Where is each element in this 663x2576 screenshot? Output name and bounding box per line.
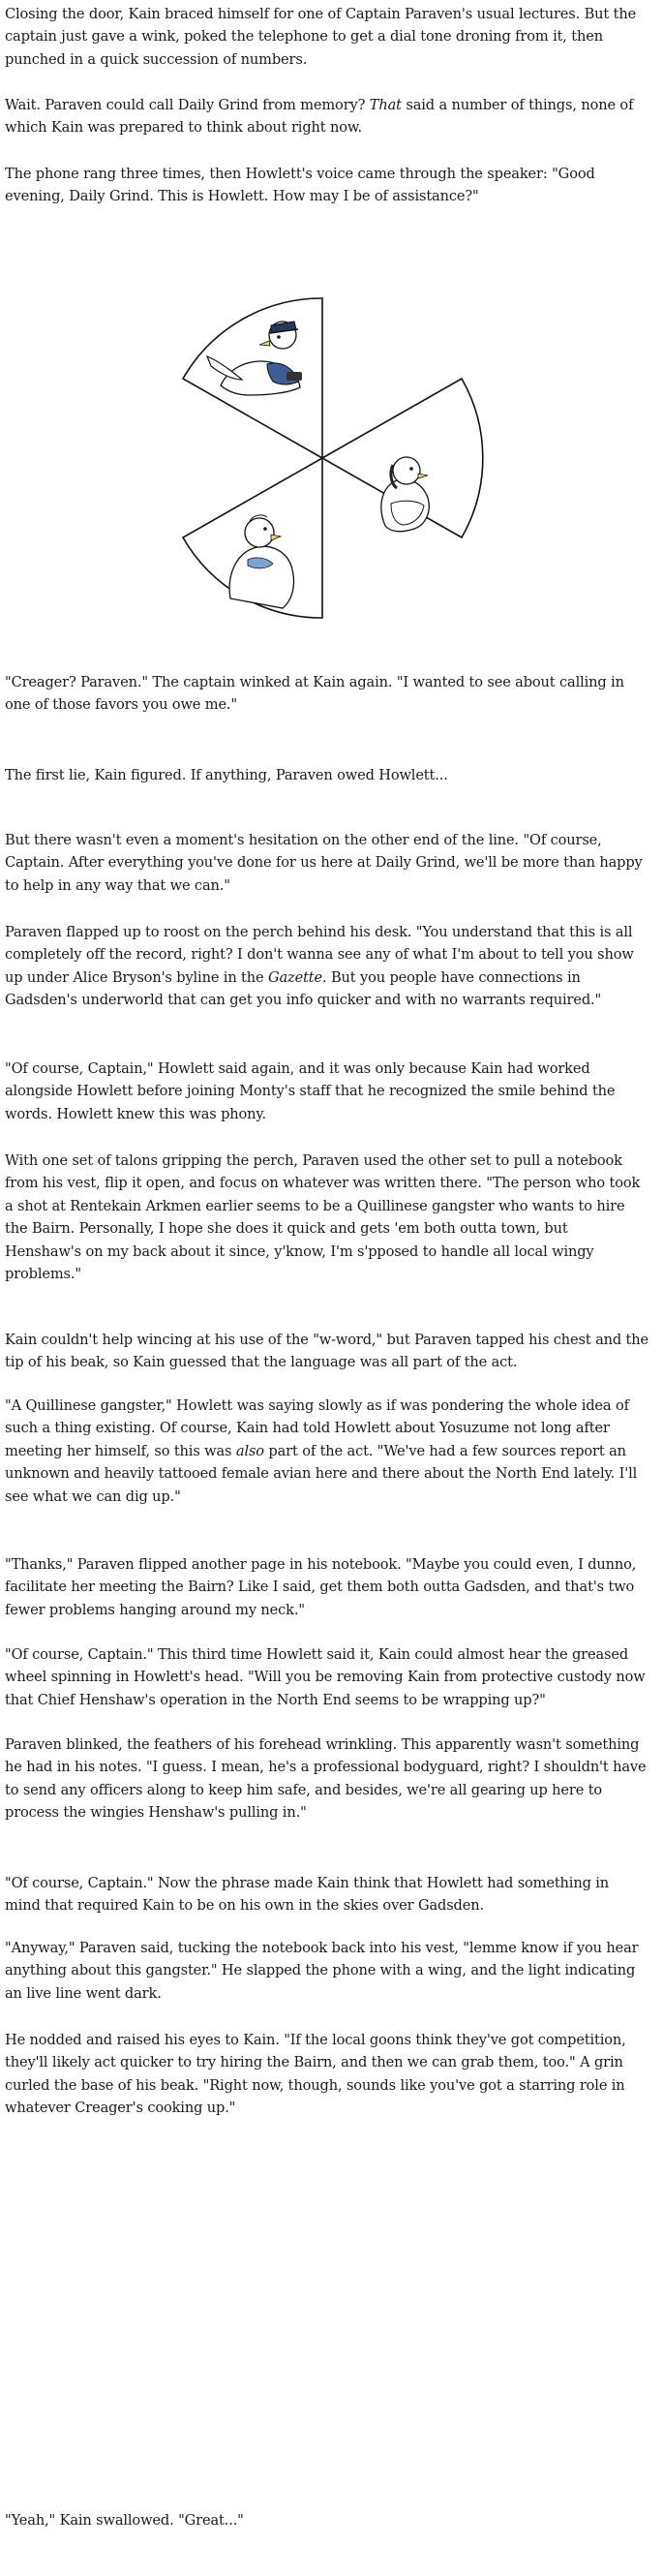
text-run: said a number of things, none of which Kain was prepared to think about right now. — [5, 97, 634, 137]
text-run: "Of course, Captain," Howlett said again, and it was only because Kain had worked alongside Howlett before joining Monty's staff that he recognized the smile behind the words. Howlett knew this was phony. — [5, 1060, 616, 1122]
paragraph-13 — [5, 1643, 648, 1711]
paragraph-17 — [5, 2029, 648, 2120]
text-run: Paraven blinked, the feathers of his forehead wrinkling. This apparently wasn't something he had in his notes. "I guess. I mean, he's a professional bodyguard, right? I shouldn't have to send any officers along to keep him safe, and besides, we're all gearing up here to process the wingies Henshaw's pulling in." — [5, 1736, 647, 1822]
paragraph-1 — [5, 3, 648, 71]
paragraph-4 — [5, 671, 648, 717]
text-run: Kain couldn't help wincing at his use of the "w-word," but Paraven tapped his chest and the tip of his beak, so Kain guessed that the language was all part of the act. — [5, 1332, 649, 1371]
paragraph-8 — [5, 1058, 648, 1125]
paragraph-9 — [5, 1150, 648, 1285]
text-run: part of the act. "We've had a few sources report an unknown and heavily tattooed female avian here and there about the North End lately. I'll see what we can dig up." — [5, 1442, 638, 1505]
paragraph-5 — [5, 764, 648, 786]
paragraph-10 — [5, 1329, 648, 1374]
text-run: Closing the door, Kain braced himself for one of Captain Paraven's usual lectures. But the captain just gave a wink, poked the telephone to get a dial tone droning from it, then punched in a quick succession of numbers. — [5, 6, 637, 68]
paragraph-3 — [5, 163, 648, 208]
phone-call-illustration — [153, 279, 492, 637]
paragraph-7 — [5, 921, 648, 1012]
text-run: The first lie, Kain figured. If anything, Paraven owed Howlett... — [5, 767, 448, 783]
paragraph-12 — [5, 1553, 648, 1621]
text-run: "Anyway," Paraven said, tucking the notebook back into his vest, "lemme know if you hear anything about this gangster." He slapped the phone with a wing, and the light indicating an live line went dark. — [5, 1940, 639, 2002]
text-run: "Of course, Captain." Now the phrase made Kain think that Howlett had something in mind that required Kain to be on his own in the skies over Gadsden. — [5, 1875, 610, 1915]
text-run: "Thanks," Paraven flipped another page in his notebook. "Maybe you could even, I dunno, facilitate her meeting the Bairn? Like I said, get them both outta Gadsden, and that's two fewer problems hanging around my neck." — [5, 1556, 637, 1618]
italic-run: also — [235, 1442, 264, 1459]
text-run: But there wasn't even a moment's hesitation on the other end of the line. "Of course, Captain. After everything you've done for us here at Daily Grind, we'll be more than happy to help in any way that we can." — [5, 832, 643, 894]
paragraph-16 — [5, 1937, 648, 2005]
text-run: . But you people have connections in Gadsden's underworld that can get you info quicker and with no warrants required." — [5, 968, 602, 1009]
text-run: "Creager? Paraven." The captain winked at Kain again. "I wanted to see about calling in one of those favors you owe me." — [5, 674, 624, 714]
paragraph-6 — [5, 829, 648, 897]
text-run: He nodded and raised his eyes to Kain. "If the local goons think they've got competition, they'll likely act quicker to try hiring the Bairn, and then we can grab them, too." A grin curled the base of his beak. "Right now, though, sounds like you've got a starring role in whatever Creager's cooking up." — [5, 2032, 626, 2117]
paragraph-18 — [5, 2509, 648, 2531]
text-run: Wait. Paraven could call Daily Grind from memory? — [5, 97, 370, 113]
paragraph-11 — [5, 1395, 648, 1508]
text-run: "A Quillinese gangster," Howlett was saying slowly as if was pondering the whole idea of such a thing existing. Of course, Kain had told Howlett about Yosuzume not long after meeting her himself, so this was — [5, 1397, 629, 1459]
italic-run: That — [369, 97, 402, 113]
kain-panel — [183, 458, 322, 618]
text-run: Paraven flapped up to roost on the perch behind his desk. "You understand that this is all completely off the record, right? I don't wanna see any of what I'm about to tell you show up under Alice Bryson's byline in the — [5, 924, 634, 986]
text-run: The phone rang three times, then Howlett's voice came through the speaker: "Good evening, Daily Grind. This is Howlett. How may I be of assistance?" — [5, 166, 595, 205]
text-run: With one set of talons gripping the perch, Paraven used the other set to pull a notebook from his vest, flip it open, and focus on whatever was written there. "The person who took a shot at Rentekain Arkmen earlier seems to be a Quillinese gangster who wants to hire the Bairn. Personally, I hope she does it quick and gets 'em both outta town, but Henshaw's on my back about it since, y'know, I'm s'pposed to handle all local wingy problems." — [5, 1152, 641, 1283]
paragraph-14 — [5, 1733, 648, 1825]
howlett-panel — [322, 379, 483, 537]
text-run: "Yeah," Kain swallowed. "Great..." — [5, 2512, 244, 2529]
paragraph-15 — [5, 1872, 648, 1917]
text-run: "Of course, Captain." This third time Howlett said it, Kain could almost hear the greased wheel spinning in Howlett's head. "Will you be removing Kain from protective custody now that Chief Henshaw's operation in the North End seems to be wrapping up?" — [5, 1646, 646, 1708]
captain-panel — [183, 298, 322, 458]
italic-run: Gazette — [268, 968, 322, 986]
paragraph-2 — [5, 94, 648, 139]
